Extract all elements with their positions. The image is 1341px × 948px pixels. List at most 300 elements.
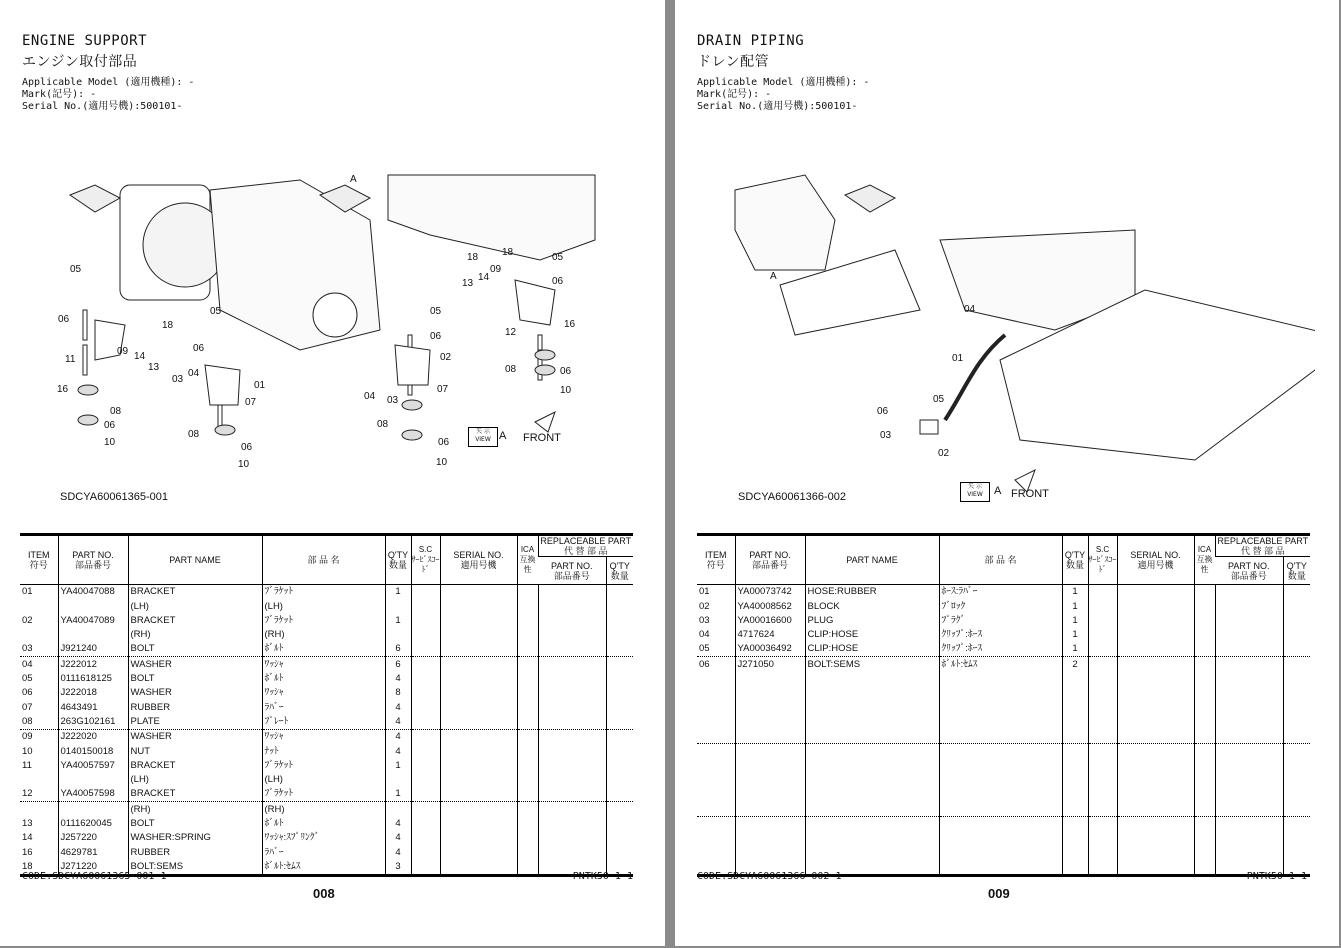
header-rep-qty-label-jp: 数量 [1287, 570, 1306, 581]
part-name: BOLT [128, 642, 262, 657]
serial-no [440, 642, 517, 657]
page-title-jp: ドレン配管 [697, 54, 770, 70]
service-code [411, 802, 440, 817]
service-code [1088, 816, 1117, 831]
diagram-callout: 16 [564, 319, 576, 330]
part-name-jp: ﾎﾞﾙﾄ:ｾﾑｽ [262, 860, 385, 876]
serial-no [440, 845, 517, 859]
replaceable-qty [606, 585, 633, 600]
item-number [697, 715, 735, 729]
quantity: 3 [385, 860, 411, 876]
quantity: 4 [385, 845, 411, 859]
diagram-callout: 10 [238, 459, 250, 470]
view-label-jp: 矢 示 [968, 483, 982, 490]
rubber-mount [535, 365, 555, 375]
serial-no [440, 831, 517, 845]
serial-no [440, 672, 517, 686]
part-name: BOLT [128, 817, 262, 831]
header-serial-label: SERIAL NO. [453, 550, 504, 560]
item-number [697, 845, 735, 859]
header-item-label-jp: 符号 [29, 560, 48, 570]
diagram-callout: 10 [436, 457, 448, 468]
replaceable-part-no [1215, 759, 1283, 773]
header-replaceable [1215, 535, 1310, 557]
quantity: 6 [385, 642, 411, 657]
serial-no [1117, 599, 1194, 613]
part-number [735, 729, 805, 744]
header-item-label: ITEM [28, 550, 50, 560]
replaceable-part-no [538, 686, 606, 700]
part-number: 0111618125 [58, 672, 128, 686]
header-qty-label-jp: 数量 [1065, 560, 1084, 570]
table-row [20, 672, 633, 686]
page-reference: PNTK50-1-1 [572, 871, 633, 882]
table-row [20, 744, 633, 758]
diagram-callout: 06 [58, 314, 70, 325]
empty-row [697, 672, 1310, 686]
serial-no [440, 599, 517, 613]
part-number: 0111620045 [58, 817, 128, 831]
part-name: NUT [128, 744, 262, 758]
replaceable-qty [1283, 744, 1310, 759]
part-number: J222012 [58, 657, 128, 672]
diagram-callout: 01 [952, 353, 964, 364]
bracket [205, 365, 240, 405]
serial-no [1117, 816, 1194, 831]
serial-no [440, 817, 517, 831]
page-title: DRAIN PIPING [697, 33, 805, 49]
replaceable-part-no [538, 817, 606, 831]
diagram-callout: 06 [552, 276, 564, 287]
serial-no [440, 773, 517, 787]
item-number [20, 773, 58, 787]
part-name-jp: ﾗﾊﾞｰ [262, 845, 385, 859]
header-ica-label-jp: 互換性 [519, 555, 536, 574]
ica [517, 672, 538, 686]
service-code [411, 860, 440, 876]
quantity [1062, 860, 1088, 876]
part-number: YA40008562 [735, 599, 805, 613]
part-name-jp [939, 744, 1062, 759]
quantity: 1 [385, 585, 411, 600]
page-number: 008 [313, 886, 335, 901]
replaceable-part-no [1215, 715, 1283, 729]
header-item [697, 535, 735, 585]
item-number: 14 [22, 832, 33, 844]
orientation-icon [845, 185, 895, 212]
service-code [411, 686, 440, 700]
part-name-jp [939, 759, 1062, 773]
table-row [697, 599, 1310, 613]
item-number [697, 787, 735, 801]
diagram-callout: 03 [387, 395, 399, 406]
part-name-jp: ﾎﾞﾙﾄ [262, 672, 385, 686]
replaceable-qty [1283, 585, 1310, 600]
replaceable-part-no [1215, 831, 1283, 845]
ica [1194, 686, 1215, 700]
part-name [805, 773, 939, 787]
quantity: 1 [385, 759, 411, 773]
serial-no [1117, 787, 1194, 801]
quantity: 4 [385, 831, 411, 845]
table-row [20, 614, 633, 628]
replaceable-part-no [538, 802, 606, 817]
part-number [58, 599, 128, 613]
replaceable-part-no [538, 845, 606, 859]
replaceable-part-no [538, 759, 606, 773]
replaceable-qty [606, 744, 633, 758]
replaceable-part-no [538, 773, 606, 787]
diagram-callout: 09 [117, 346, 129, 357]
replaceable-qty [1283, 816, 1310, 831]
header-part-no-label: PART NO. [749, 550, 791, 560]
part-name-jp: ﾜｯｼｬ [262, 729, 385, 744]
replaceable-part-no [1215, 845, 1283, 859]
ica [517, 700, 538, 714]
service-code [1088, 773, 1117, 787]
service-code [411, 715, 440, 730]
replaceable-qty [1283, 759, 1310, 773]
empty-row [697, 787, 1310, 801]
part-name-jp: ﾜｯｼｬ:ｽﾌﾟﾘﾝｸﾞ [262, 831, 385, 845]
service-code [1088, 715, 1117, 729]
serial-no [440, 657, 517, 672]
diagram-callout: 05 [430, 306, 442, 317]
ica [1194, 715, 1215, 729]
part-name-jp [939, 831, 1062, 845]
replaceable-qty [606, 773, 633, 787]
quantity [1062, 672, 1088, 686]
replaceable-qty [606, 642, 633, 657]
header-replaceable-label-jp: 代 替 部 品 [1241, 546, 1285, 556]
replaceable-qty [1283, 831, 1310, 845]
item-number: 04 [699, 629, 710, 641]
header-part-name: PART NAME [805, 535, 939, 585]
replaceable-part-no [538, 700, 606, 714]
diagram-callout: 03 [172, 374, 184, 385]
diagram-callout: 01 [254, 380, 266, 391]
header-service-code-label-jp: ｻｰﾋﾞｽｺｰﾄﾞ [411, 555, 440, 574]
part-name [805, 744, 939, 759]
table-row [20, 845, 633, 859]
service-code [1088, 845, 1117, 859]
header-replaceable-label: REPLACEABLE PART [540, 536, 632, 546]
replaceable-qty [606, 729, 633, 744]
replaceable-qty [1283, 642, 1310, 657]
part-name: PLATE [128, 715, 262, 730]
view-a-box [468, 427, 498, 447]
part-name: RUBBER [128, 845, 262, 859]
part-name: HOSE:RUBBER [805, 585, 939, 600]
part-number: J271050 [735, 657, 805, 672]
header-part-no [58, 535, 128, 585]
replaceable-part-no [1215, 672, 1283, 686]
diagram-callout: 07 [245, 397, 257, 408]
part-name-jp [939, 860, 1062, 876]
quantity [385, 802, 411, 817]
ica [1194, 744, 1215, 759]
part-number: J921240 [58, 642, 128, 657]
ica [1194, 759, 1215, 773]
serial-no [440, 787, 517, 802]
diagram-callout: 02 [938, 448, 950, 459]
replaceable-qty [606, 657, 633, 672]
part-number: YA40057597 [58, 759, 128, 773]
part-name-jp: ﾎﾞﾙﾄ [262, 642, 385, 657]
diagram-callout: 08 [505, 364, 517, 375]
replaceable-qty [1283, 686, 1310, 700]
part-name-jp [939, 686, 1062, 700]
header-part-name-jp: 部 品 名 [939, 535, 1062, 585]
replaceable-part-no [538, 614, 606, 628]
quantity: 4 [385, 744, 411, 758]
service-code [411, 729, 440, 744]
replaceable-qty [606, 845, 633, 859]
item-number: 18 [20, 860, 58, 876]
replaceable-qty [606, 686, 633, 700]
part-name [805, 729, 939, 744]
header-serial-label-jp: 適用号機 [1137, 560, 1174, 570]
part-name: CLIP:HOSE [805, 628, 939, 642]
part-name-jp: ﾜｯｼｬ [262, 657, 385, 672]
header-qty-label: Q'TY [1064, 550, 1086, 560]
part-number: 0140150018 [58, 744, 128, 758]
diagram-callout: 18 [162, 320, 174, 331]
replaceable-qty [606, 715, 633, 730]
replaceable-qty [1283, 773, 1310, 787]
diagram-callout: 12 [505, 327, 517, 338]
replaceable-part-no [538, 715, 606, 730]
quantity: 4 [385, 672, 411, 686]
view-label-jp: 矢 示 [476, 428, 490, 435]
quantity [1062, 686, 1088, 700]
serial-no [1117, 686, 1194, 700]
ica [1194, 614, 1215, 628]
service-code [411, 614, 440, 628]
service-code [1088, 657, 1117, 672]
part-number [735, 801, 805, 816]
service-code [1088, 672, 1117, 686]
ica [1194, 729, 1215, 744]
serial-no [1117, 672, 1194, 686]
item-number [20, 599, 58, 613]
part-number [58, 802, 128, 817]
diagram-callout: 06 [241, 442, 253, 453]
empty-row [697, 816, 1310, 831]
ica [517, 744, 538, 758]
replaceable-part-no [1215, 787, 1283, 801]
item-number: 01 [22, 586, 33, 598]
replaceable-part-no [538, 657, 606, 672]
catalog-page-left [0, 0, 665, 946]
ica [1194, 816, 1215, 831]
drain-hose [945, 335, 1005, 420]
catalog-page-right [675, 0, 1339, 946]
header-replaceable [538, 535, 633, 557]
part-name-jp: ﾌﾞﾗｹｯﾄ [262, 759, 385, 773]
diagram-callout: 06 [877, 406, 889, 417]
serial-no [1117, 801, 1194, 816]
item-number: 11 [22, 759, 32, 771]
part-name-jp: (RH) [262, 802, 385, 817]
replaceable-part-no [1215, 816, 1283, 831]
diagram-callout: 14 [478, 272, 490, 283]
diagram-callout: A [770, 271, 777, 282]
item-number [20, 802, 58, 817]
diagram-callout: 05 [70, 264, 82, 275]
ica [517, 599, 538, 613]
front-label: FRONT [523, 432, 561, 444]
replaceable-qty [606, 700, 633, 714]
rubber-mount [402, 430, 422, 440]
mark: Mark(記号): - [697, 89, 772, 100]
replaceable-part-no [538, 831, 606, 845]
part-name-jp: ﾌﾞﾛｯｸ [939, 599, 1062, 613]
empty-row [697, 831, 1310, 845]
item-number [697, 831, 735, 845]
item-number: 02 [22, 614, 33, 626]
quantity [1062, 831, 1088, 845]
serial-number: Serial No.(適用号機):500101- [22, 101, 183, 112]
part-number: J222020 [58, 729, 128, 744]
replaceable-qty [606, 672, 633, 686]
rubber-mount [215, 425, 235, 435]
service-code [411, 672, 440, 686]
replaceable-qty [606, 759, 633, 773]
service-code [411, 817, 440, 831]
serial-no [1117, 642, 1194, 657]
part-name-jp [939, 801, 1062, 816]
diagram-callout: 05 [933, 394, 945, 405]
diagram-callout: 08 [188, 429, 200, 440]
replaceable-part-no [538, 628, 606, 642]
empty-row [697, 729, 1310, 744]
rubber-mount [78, 385, 98, 395]
serial-no [440, 700, 517, 714]
replaceable-part-no [538, 642, 606, 657]
service-code [1088, 759, 1117, 773]
ica [1194, 672, 1215, 686]
replaceable-part-no [1215, 628, 1283, 642]
table-row [20, 642, 633, 657]
header-part-no-label-jp: 部品番号 [74, 560, 111, 570]
replaceable-part-no [538, 599, 606, 613]
serial-no [440, 729, 517, 744]
rubber-mount [535, 350, 555, 360]
part-number [735, 845, 805, 859]
ica [1194, 599, 1215, 613]
diagram-callout: 05 [210, 306, 222, 317]
part-number: YA40047089 [58, 614, 128, 628]
page-code: CODE:SDCYA60061365-001-1 [22, 871, 167, 882]
view-a-box [960, 482, 990, 502]
ica [1194, 831, 1215, 845]
service-code [1088, 585, 1117, 600]
ica [517, 585, 538, 600]
item-number: 06 [699, 658, 710, 670]
part-name: (LH) [128, 773, 262, 787]
item-number [697, 729, 735, 744]
ica [517, 642, 538, 657]
item-number: 04 [22, 658, 33, 670]
item-number: 12 [20, 787, 58, 802]
view-letter: A [994, 485, 1002, 497]
part-name-jp: ﾎﾞﾙﾄ:ｾﾑｽ [939, 657, 1062, 672]
service-code [411, 657, 440, 672]
part-name: BOLT:SEMS [128, 860, 262, 876]
ica [517, 628, 538, 642]
table-row [697, 628, 1310, 642]
diagram-callout: 06 [193, 343, 205, 354]
quantity [1062, 744, 1088, 759]
diagram-callout: 06 [430, 331, 442, 342]
header-ica [517, 535, 538, 585]
quantity: 8 [385, 686, 411, 700]
quantity: 4 [385, 729, 411, 744]
serial-no [1117, 729, 1194, 744]
service-code [1088, 642, 1117, 657]
quantity [385, 628, 411, 642]
table-row [20, 585, 633, 600]
item-number [697, 672, 735, 686]
serial-no [440, 628, 517, 642]
part-name-jp: (LH) [262, 599, 385, 613]
replaceable-qty [1283, 614, 1310, 628]
table-row [20, 802, 633, 817]
empty-row [697, 715, 1310, 729]
replaceable-part-no [1215, 657, 1283, 672]
ica [1194, 585, 1215, 600]
diagram-callout: 05 [552, 252, 564, 263]
applicable-model: Applicable Model (適用機種): - [697, 77, 870, 88]
part-name-jp [939, 773, 1062, 787]
quantity [1062, 759, 1088, 773]
quantity: 1 [1062, 614, 1088, 628]
header-rep-qty-label: Q'TY [1286, 560, 1307, 571]
part-name: BRACKET [128, 585, 262, 600]
header-service-code-label-jp: ｻｰﾋﾞｽｺｰﾄﾞ [1088, 555, 1117, 574]
part-number [735, 831, 805, 845]
header-rep-part-no [538, 557, 606, 585]
table-row [20, 831, 633, 845]
part-name [805, 700, 939, 714]
ica [1194, 801, 1215, 816]
serial-no [440, 614, 517, 628]
header-item-label: ITEM [705, 550, 727, 560]
item-number [697, 801, 735, 816]
header-qty [1062, 535, 1088, 585]
part-number: YA40057598 [58, 787, 128, 802]
item-number [697, 773, 735, 787]
service-code [1088, 599, 1117, 613]
part-number: 4717624 [735, 628, 805, 642]
part-name-jp: ﾎﾞﾙﾄ [262, 817, 385, 831]
replaceable-qty [606, 787, 633, 802]
header-part-no [735, 535, 805, 585]
view-letter: A [499, 430, 507, 442]
quantity [1062, 715, 1088, 729]
replaceable-qty [1283, 787, 1310, 801]
part-name [805, 715, 939, 729]
ica [1194, 773, 1215, 787]
service-code [1088, 860, 1117, 876]
ica [1194, 700, 1215, 714]
item-number: 09 [22, 731, 33, 743]
part-name-jp: (RH) [262, 628, 385, 642]
header-serial [440, 535, 517, 585]
part-number: J257220 [58, 831, 128, 845]
item-number: 06 [22, 687, 33, 699]
